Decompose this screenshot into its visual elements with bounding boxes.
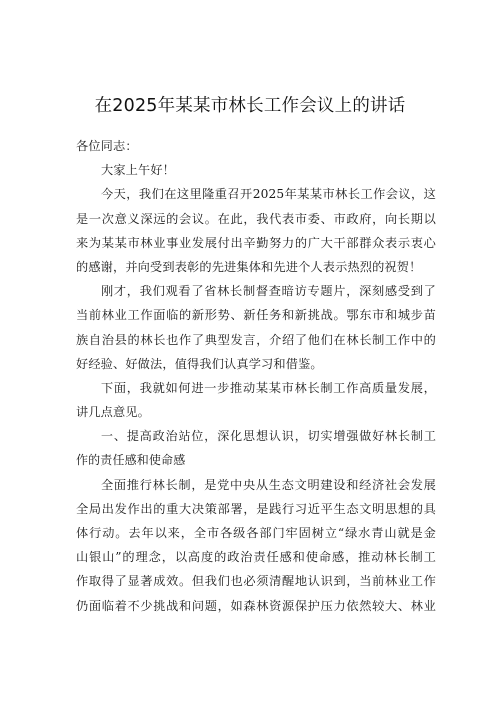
paragraph-line: 来为某某市林业事业发展付出辛勤努力的广大干部群众表示衷心 bbox=[76, 235, 436, 250]
paragraph-line: 好经验、好做法，值得我们认真学习和借鉴。 bbox=[76, 356, 323, 371]
paragraph-line: 今天，我们在这里隆重召开2025年某某市林长工作会议，这 bbox=[101, 187, 436, 202]
paragraph-line: 刚才，我们观看了省林长制督查暗访专题片，深刻感受到了 bbox=[101, 284, 436, 299]
paragraph-line: 作取得了显著成效。但我们也必须清醒地认识到，当前林业工作 bbox=[76, 574, 436, 589]
paragraph-line: 下面，我就如何进一步推动某某市林长制工作高质量发展， bbox=[101, 380, 436, 395]
document-title: 在2025年某某市林长工作会议上的讲话 bbox=[94, 96, 406, 116]
paragraph-line: 山银山”的理念，以高度的政治责任感和使命感，推动林长制工 bbox=[76, 550, 436, 565]
paragraph-line: 仍面临着不少挑战和问题，如森林资源保护压力依然较大、林业 bbox=[76, 598, 436, 613]
paragraph-line: 族自治县的林长也作了典型发言，介绍了他们在林长制工作中的 bbox=[76, 332, 436, 347]
paragraph-line: 体行动。去年以来，全市各级各部门牢固树立“绿水青山就是金 bbox=[76, 526, 436, 540]
document-body bbox=[76, 134, 436, 618]
paragraph-line: 全局出发作出的重大决策部署，是践行习近平生态文明思想的具 bbox=[76, 501, 436, 516]
section-heading-line: 作的责任感和使命感 bbox=[76, 453, 186, 468]
paragraph-line: 当前林业工作面临的新形势、新任务和新挑战。鄂东市和城步苗 bbox=[76, 308, 436, 323]
section-heading-line: 一、提高政治站位，深化思想认识，切实增强做好林长制工 bbox=[101, 429, 436, 444]
salutation-line: 各位同志： bbox=[76, 139, 138, 153]
paragraph-line: 全面推行林长制，是党中央从生态文明建设和经济社会发展 bbox=[101, 477, 436, 492]
paragraph-line: 是一次意义深远的会议。在此，我代表市委、市政府，向长期以 bbox=[76, 211, 436, 226]
paragraph-line: 的感谢，并向受到表彰的先进集体和先进个人表示热烈的祝贺！ bbox=[76, 259, 422, 274]
paragraph-line: 大家上午好！ bbox=[101, 163, 176, 178]
paragraph-line: 讲几点意见。 bbox=[76, 405, 151, 420]
